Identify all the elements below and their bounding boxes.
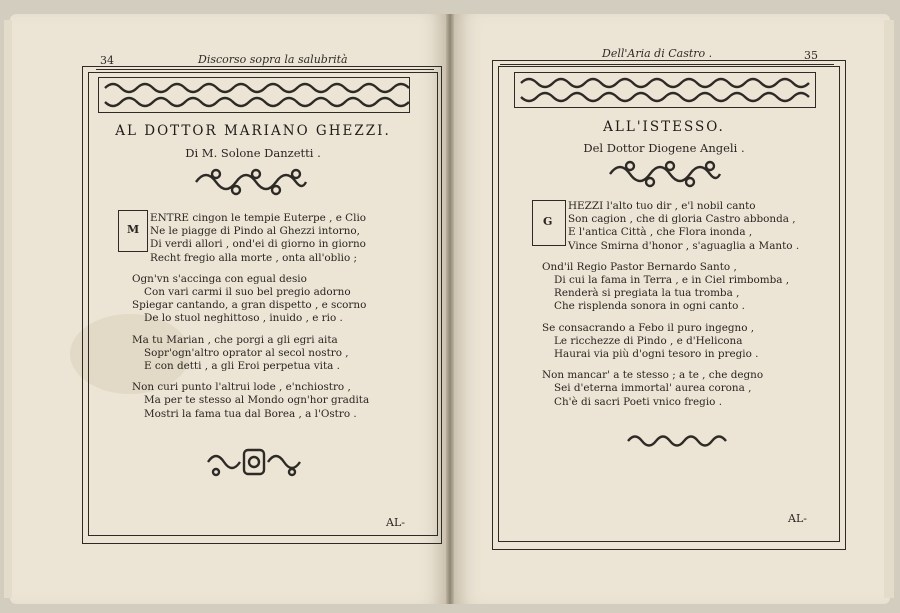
poem-author: Del Dottor Diogene Angeli . xyxy=(583,141,745,155)
page-number: 34 xyxy=(100,54,114,67)
drop-cap-letter: M xyxy=(127,223,140,236)
running-head: Dell'Aria di Castro . xyxy=(602,47,713,60)
verse-line: Se consacrando a Febo il puro ingegno , xyxy=(542,321,755,334)
poem-title: ALL'ISTESSO. xyxy=(603,119,725,135)
ornament-band xyxy=(514,72,816,108)
poem-title: AL DOTTOR MARIANO GHEZZI. xyxy=(115,123,391,139)
ornament-band xyxy=(98,77,410,113)
left-page xyxy=(10,14,446,604)
verse-line: Sei d'eterna immortal' aurea corona , xyxy=(554,382,752,395)
open-book xyxy=(10,14,890,604)
running-head: Discorso sopra la salubrità xyxy=(198,53,348,66)
verse-line: Renderà si pregiata la tua tromba , xyxy=(554,287,740,300)
verse-line: Che risplenda sonora in ogni canto . xyxy=(554,300,745,313)
right-page xyxy=(454,14,890,604)
page-edge xyxy=(4,20,12,598)
catchword: AL- xyxy=(788,512,807,525)
verse-line: Le ricchezze di Pindo , e d'Helicona xyxy=(554,334,743,347)
tailpiece-ornament xyxy=(204,444,304,480)
verse-line: E l'antica Città , che Flora inonda , xyxy=(568,226,753,239)
drop-cap-letter: G xyxy=(543,215,553,228)
verse-line: Con vari carmi il suo bel pregio adorno xyxy=(144,286,351,299)
tailpiece-ornament xyxy=(624,430,732,452)
verse-line: Vince Smirna d'honor , s'aguaglia a Manto . xyxy=(568,239,800,252)
verse-line: Di verdi allori , ond'ei di giorno in giorno xyxy=(150,238,366,251)
verse-line: Sopr'ogn'altro oprator al secol nostro , xyxy=(144,346,349,359)
verse-line: HEZZI l'alto tuo dir , e'l nobil canto xyxy=(568,200,756,212)
verse-line: E con detti , a gli Eroi perpetua vita . xyxy=(144,360,340,373)
verse-line: Non mancar' a te stesso ; a te , che degno xyxy=(542,369,764,382)
verse-line: Ond'il Regio Pastor Bernardo Santo , xyxy=(542,260,737,273)
verse-line: ENTRE cingon le tempie Euterpe , e Clio xyxy=(150,212,367,224)
sonnet-left xyxy=(132,212,369,421)
poem-author: Di M. Solone Danzetti . xyxy=(185,146,321,160)
verse-line: Ne le piagge di Pindo al Ghezzi intorno, xyxy=(150,225,360,238)
page-number: 35 xyxy=(804,49,818,62)
catchword: AL- xyxy=(386,516,405,529)
fleuron-ornament xyxy=(606,156,724,192)
verse-line: Non curi punto l'altrui lode , e'nchiostro , xyxy=(132,381,351,394)
verse-line: Mostri la fama tua dal Borea , a l'Ostro . xyxy=(144,407,357,420)
page-edge xyxy=(884,20,894,598)
verse-line: Di cui la fama in Terra , e in Ciel rimbomba , xyxy=(554,274,790,287)
verse-line: Ma per te stesso al Mondo ogn'hor gradita xyxy=(144,394,370,407)
book-gutter xyxy=(446,14,454,604)
verse-line: Spiegar cantando, a gran dispetto , e scorno xyxy=(132,299,367,312)
fleuron-ornament xyxy=(192,164,310,200)
verse-line: De lo stuol neghittoso , inuido , e rio . xyxy=(144,312,343,325)
verse-line: Haurai via più d'ogni tesoro in pregio . xyxy=(554,348,759,361)
verse-line: Ma tu Marian , che porgi a gli egri aita xyxy=(132,333,338,346)
verse-line: Ch'è di sacri Poeti vnico fregio . xyxy=(554,395,723,408)
sonnet-right xyxy=(542,200,799,409)
verse-line: Son cagion , che di gloria Castro abbonda , xyxy=(568,213,796,226)
verse-line: Recht fregio alla morte , onta all'oblio ; xyxy=(150,251,358,264)
verse-line: Ogn'vn s'accinga con egual desio xyxy=(132,272,307,285)
